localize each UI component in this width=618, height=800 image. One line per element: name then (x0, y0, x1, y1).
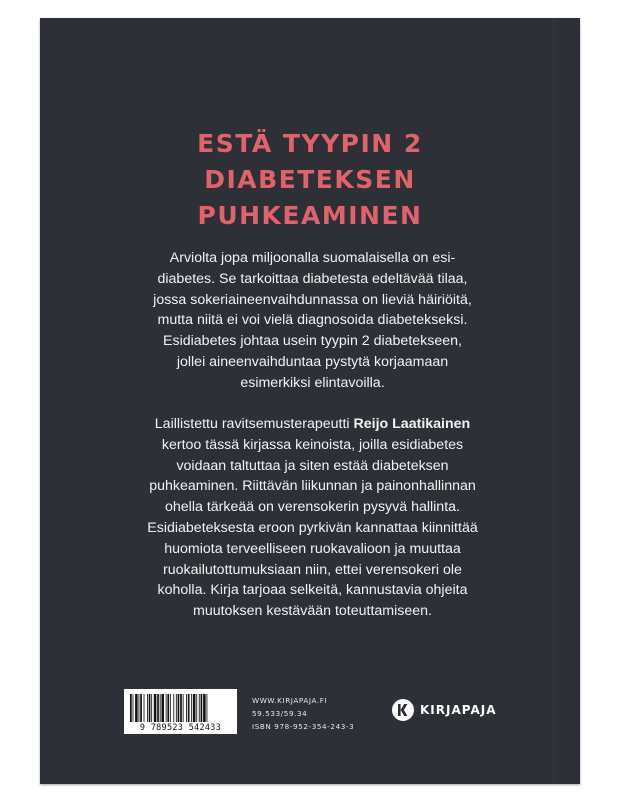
barcode (124, 689, 237, 734)
blurb-line: muutoksen kestävään toteuttamiseen. (193, 603, 432, 620)
blurb-line: Esidiabetes johtaa usein tyypin 2 diabetekseen, (163, 333, 462, 350)
publication-info (252, 694, 354, 733)
blurb-line: kertoo tässä kirjassa keinoista, joilla esidiabetes (161, 436, 464, 453)
kirjapaja-k-logo-icon (392, 699, 414, 721)
blurb-line: Esidiabeteksesta eroon pyrkivän kannattaa kiinnittää (147, 519, 478, 536)
blurb-line: jollei aineenvaihduntaa pystytä korjaamaan (176, 353, 449, 370)
author-name: Reijo Laatikainen (353, 416, 471, 432)
cover-title (40, 126, 580, 234)
publisher-website: WWW.KIRJAPAJA.FI (252, 696, 328, 705)
barcode-number: 9 789523 542433 (139, 723, 222, 733)
title-line-2: DIABETEKSEN (204, 165, 416, 194)
blurb-line: Arviolta jopa miljoonalla suomalaisella on esi- (169, 250, 456, 266)
blurb-line: jossa sokeriaineenvaihdunnassa on lieviä häiriöitä, (153, 291, 472, 308)
blurb-line (120, 414, 505, 435)
blurb-line: ohella tärkeää on verensokerin pysyvä hallinta. (165, 499, 460, 516)
blurb-line: mutta niitä ei voi vielä diagnosoida diabetekseksi. (157, 312, 468, 329)
blurb-line: voidaan taltuttaa ja siten estää diabeteksen (176, 457, 449, 474)
isbn: ISBN 978-952-354-243-3 (252, 722, 355, 731)
blurb-paragraph-2 (120, 414, 505, 622)
blurb-text: Laillistettu ravitsemusterapeutti (154, 416, 354, 432)
classification-code: 59.533/59.34 (252, 709, 308, 718)
publisher-name: KIRJAPAJA (420, 703, 497, 717)
blurb-line: puhkeaminen. Riittävän liikunnan ja painonhallinnan (149, 478, 476, 495)
title-line-3: PUHKEAMINEN (197, 201, 423, 230)
publisher-logo (392, 698, 497, 722)
blurb-paragraph-1 (120, 248, 505, 394)
title-line-1: ESTÄ TYYPIN 2 (197, 129, 423, 158)
blurb-line: diabetes. Se tarkoittaa diabetesta edeltävää tilaa, (157, 270, 468, 287)
blurb-line: koholla. Kirja tarjoaa selkeitä, kannustavia ohjeita (157, 582, 468, 599)
book-back-cover (40, 18, 580, 784)
barcode-bars-icon (130, 694, 231, 722)
blurb-line: huomiota terveelliseen ruokavalioon ja muuttaa (164, 540, 461, 557)
blurb-line: ruokailutottumuksiaan niin, ettei verensokeri ole (163, 561, 462, 578)
blurb-line: esimerkiksi elintavoilla. (240, 374, 385, 391)
